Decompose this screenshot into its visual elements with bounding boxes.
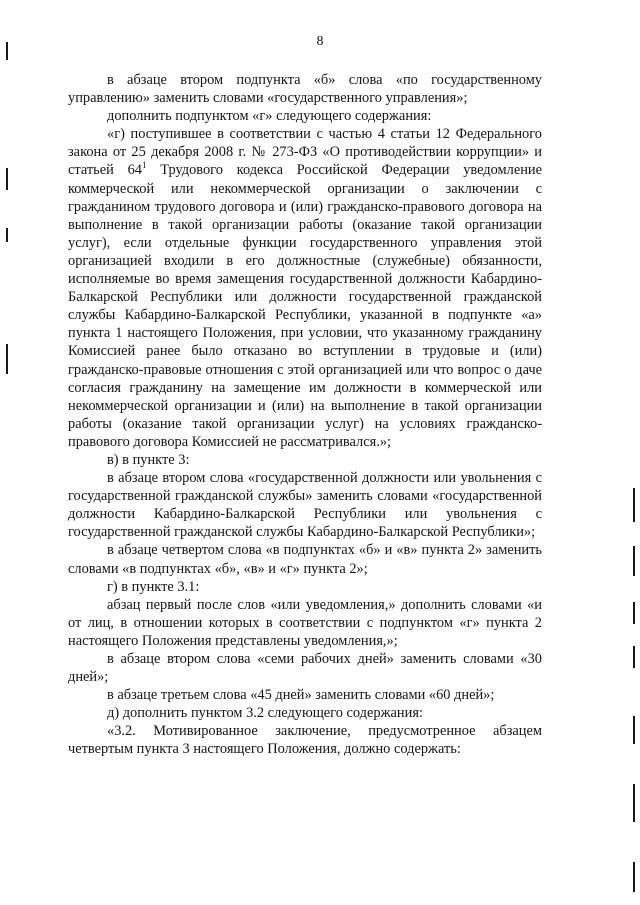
paragraph: д) дополнить пунктом 3.2 следующего содержания: bbox=[107, 705, 423, 722]
superscript: 1 bbox=[141, 160, 147, 171]
paragraph: в) в пункте 3: bbox=[107, 451, 190, 468]
scan-mark bbox=[633, 488, 635, 522]
scan-mark bbox=[633, 862, 635, 892]
scan-mark bbox=[6, 228, 8, 242]
scan-mark bbox=[633, 546, 635, 576]
paragraph: абзац первый после слов «или уведомления,» дополнить словами «и от лиц, в отношении которых в соответствии с подпунктом «г» пункта 2 настоящего Положения представлены уведомления,»; bbox=[68, 596, 542, 649]
paragraph: в абзаце втором слова «семи рабочих дней» заменить словами «30 дней»; bbox=[68, 651, 542, 686]
scan-mark bbox=[6, 344, 8, 374]
scan-mark bbox=[6, 168, 8, 190]
scan-mark bbox=[6, 42, 8, 60]
paragraph: дополнить подпунктом «г» следующего содержания: bbox=[107, 108, 432, 125]
paragraph: в абзаце четвертом слова «в подпунктах «б» и «в» пункта 2» заменить словами «в подпунктах «б», «в» и «г» пункта 2»; bbox=[68, 542, 542, 577]
paragraph: в абзаце втором слова «государственной должности или увольнения с государственной гражданской службы» заменить словами «государственной должности Кабардино-Балкарской Республики или увольнения с государственной гражданской службы Кабардино-Балкарской Республики»; bbox=[68, 470, 542, 541]
scan-mark bbox=[633, 602, 635, 624]
document-body bbox=[68, 71, 542, 759]
paragraph: в абзаце третьем слова «45 дней» заменить словами «60 дней»; bbox=[107, 687, 495, 704]
page-number: 8 bbox=[316, 34, 324, 49]
paragraph: в абзаце втором подпункта «б» слова «по государственному управлению» заменить словами «государственного управления»; bbox=[68, 72, 542, 107]
scan-mark bbox=[633, 784, 635, 822]
paragraph: г) в пункте 3.1: bbox=[107, 578, 200, 595]
scan-mark bbox=[633, 716, 635, 744]
paragraph-text: Трудового кодекса Российской Федерации уведомление коммерческой или некоммерческой организации о заключении с гражданином трудового договора и (или) гражданско-правового договора на выполнение в такой организации работы (оказание такой организации услуг), если отдельные функции государственного управления этой организацией входили в его должностные (служебные) обязанности, исполняемые во время замещения государственной должности Кабардино-Балкарской Республики или должности государственной гражданской службы Кабардино-Балкарской Республики, указанной в подпункте «а» пункта 1 настоящего Положения, при условии, что указанному гражданину Комиссией ранее было отказано во вступлении в трудовые и (или) гражданско-правовые отношения с этой организацией или что вопрос о даче согласия гражданину на замещение им должности в коммерческой или некоммерческой организации и (или) на выполнение в такой организации работы (оказание такой организации услуг) на условиях гражданско-правового договора Комиссией не рассматривался.»; bbox=[68, 162, 542, 450]
paragraph bbox=[68, 125, 542, 451]
scan-mark bbox=[633, 646, 635, 668]
paragraph: «3.2. Мотивированное заключение, предусмотренное абзацем четвертым пункта 3 настоящего Положения, должно содержать: bbox=[68, 723, 542, 758]
paragraph-text: «г) поступившее в соответствии с частью 4 статьи 12 Федерального закона от 25 декабря 2008 г. № 273-ФЗ «О противодействии коррупции» и статьей 64 bbox=[68, 126, 542, 179]
